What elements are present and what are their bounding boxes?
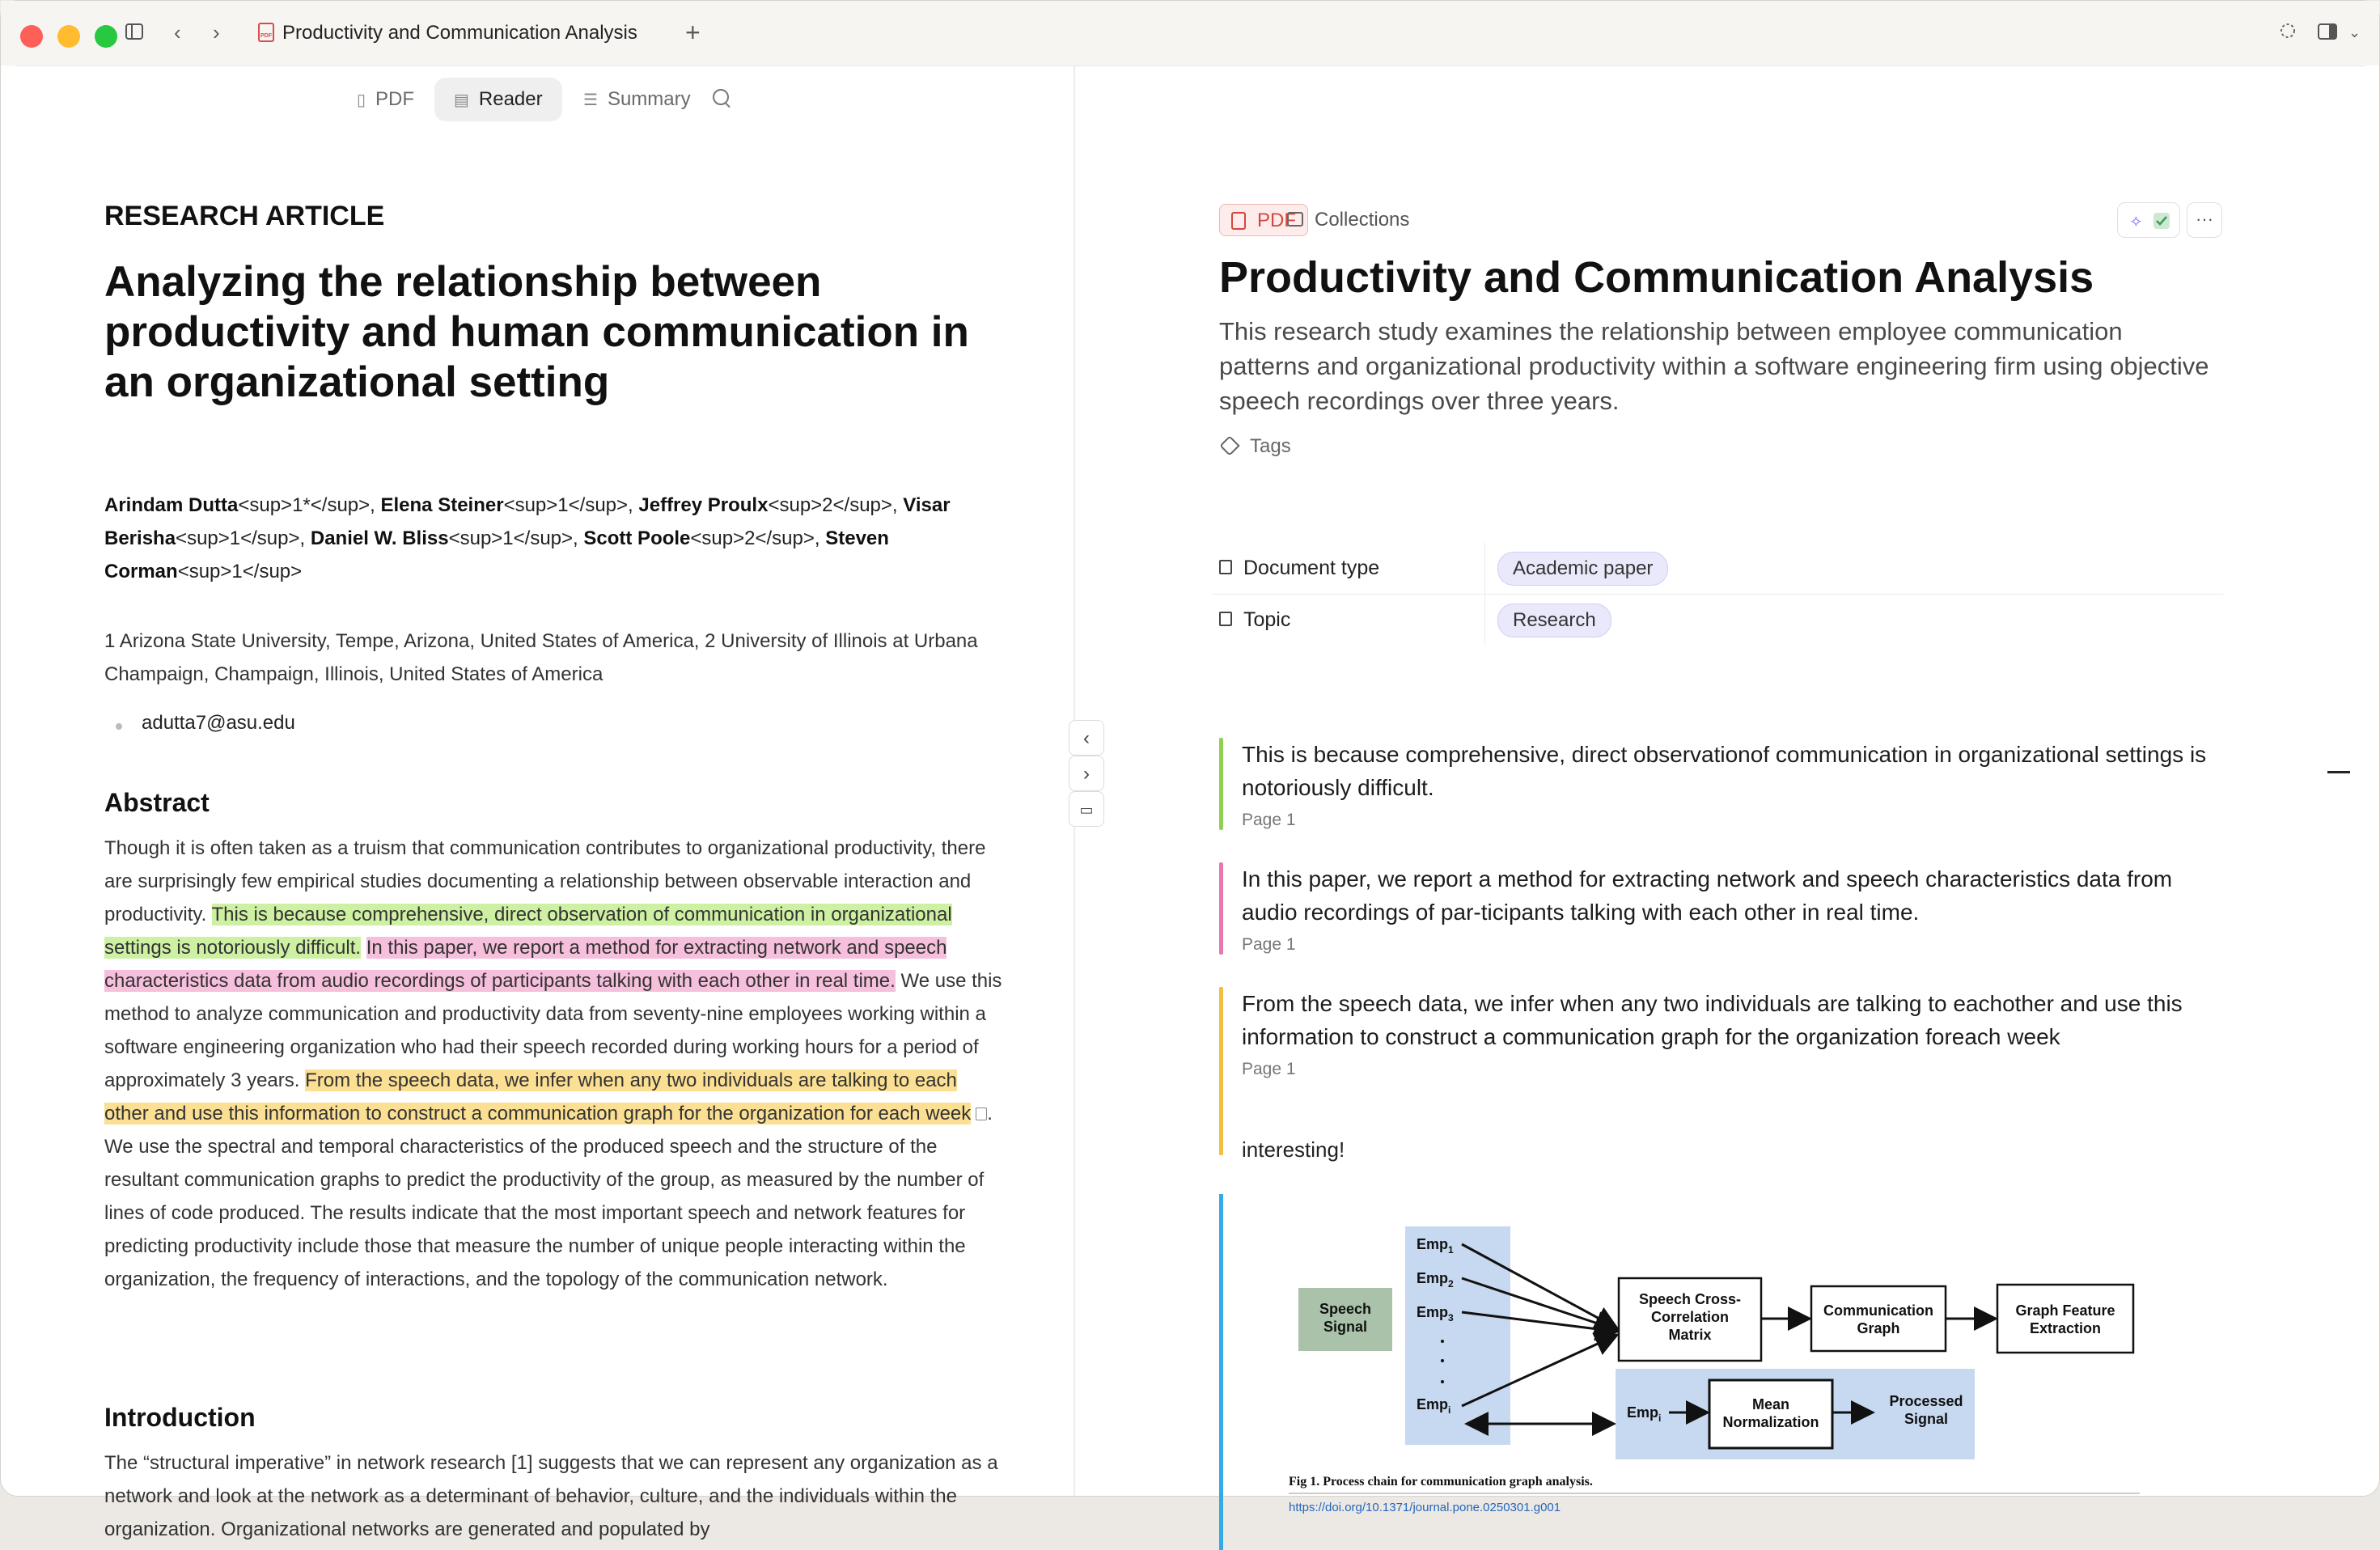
layout-toggle-icon[interactable]: ▭ <box>1069 791 1104 827</box>
property-row-topic <box>1213 594 2224 646</box>
new-tab-plus-icon[interactable]: + <box>685 18 701 47</box>
highlight-color-bar <box>1219 987 1223 1155</box>
ai-actions-button[interactable] <box>2117 202 2180 238</box>
tag-icon <box>1219 435 1239 455</box>
speech-signal-label: Speech <box>1319 1301 1372 1317</box>
highlight-note[interactable]: interesting! <box>1242 1137 1345 1162</box>
document-type-chip[interactable]: Academic paper <box>1497 552 1668 586</box>
introduction-text: The “structural imperative” in network research [1] suggests that we can represent any organization as a network and look at the network as a determinant of behavior, culture, and the individuals within the organization. Organizational networks are generated and populated by <box>104 1452 998 1540</box>
graph-feature-label: Extraction <box>2029 1320 2102 1336</box>
bookmark-icon <box>1219 612 1232 626</box>
panel-toggle-icon[interactable] <box>2318 20 2337 44</box>
page-ref[interactable]: Page 1 <box>1242 935 1296 954</box>
abstract-text: Though it is often taken as a truism that communication contributes to organizational productivity, there are surprisingly few empirical studies documenting a relationship between observable interaction and productivity. This is because comprehensive, direct observation of communication in organizational settings is notoriously difficult. In this paper, we report a method for extracting network and speech characteristics data from audio recordings of participants talking with each other in real time. We use this method to analyze communication and productivity data from seventy-nine employees working within a software engineering organization who had their speech recorded during working hours for a period of approximately 3 years. From the speech data, we infer when any two individuals are talking to each other and use this information to construct a communication graph for the organization for each week . We use the spectral and temporal characteristics of the produced speech and the structure of the resultant communication graphs to predict the productivity of the group, as measured by the number of lines of code produced. The results indicate that the most important speech and network features for predicting productivity include those that measure the number of unique people interacting within the organization, the frequency of interactions, and the topology of the communication network. <box>104 837 1002 1290</box>
emp-label: Emp <box>1417 1396 1449 1412</box>
tag-icon <box>1219 560 1232 574</box>
back-chevron-icon[interactable]: ‹ <box>174 20 181 44</box>
highlight-card[interactable]: From the speech data, we infer when any two individuals are talking to eachother and use this information to construct a communication graph for the organization foreach week Page 1 <box>1219 987 2214 1079</box>
document-title: Productivity and Communication Analysis <box>1219 253 2094 302</box>
property-label: Document type <box>1243 557 1380 579</box>
reader-icon: ▤ <box>454 91 469 109</box>
pdf-badge[interactable]: PDF <box>1219 204 1308 236</box>
svg-text:Empi: Emp$_i$ <box>1417 1396 1451 1416</box>
mean-normalization-label: Normalization <box>1722 1414 1819 1430</box>
author-name: Arindam Dutta <box>104 494 239 516</box>
topic-chip[interactable]: Research <box>1497 603 1611 637</box>
abstract-heading: Abstract <box>104 788 210 817</box>
property-label: Topic <box>1243 608 1291 631</box>
introduction-heading: Introduction <box>104 1403 256 1432</box>
mean-normalization-label: Mean <box>1751 1396 1790 1412</box>
figure-doi-link: https://doi.org/10.1371/journal.pone.0250301.g001 <box>1289 1501 1561 1514</box>
more-options-icon[interactable]: ··· <box>2187 202 2222 238</box>
author-name: Steven Corman <box>104 527 889 582</box>
author-email[interactable]: adutta7@asu.edu <box>142 712 295 734</box>
author-name: Elena Steiner <box>380 494 504 516</box>
tab-summary[interactable]: ☰ Summary <box>583 88 691 110</box>
affiliations: 1 Arizona State University, Tempe, Arizona, United States of America, 2 University of Illinois at Urbana Champaign, Champaign, Illinois, United States of America <box>104 630 978 685</box>
title-bar <box>1 1 2379 66</box>
pdf-icon: ▯ <box>357 91 366 109</box>
communication-graph-label: Graph <box>1857 1320 1900 1336</box>
svg-text:Empi: Emp$_i$ <box>1627 1404 1662 1424</box>
highlight-yellow[interactable]: From the speech data, we infer when any two individuals are talking to each other and use this information to construct a communication graph for the organization for each week <box>104 1069 972 1124</box>
communication-graph-label: Communication <box>1823 1302 1934 1319</box>
search-icon[interactable] <box>713 89 729 105</box>
collections-button[interactable]: Collections <box>1287 205 1409 235</box>
tab-pdf[interactable]: ▯ PDF <box>357 88 415 110</box>
highlight-green[interactable]: This is because comprehensive, direct observation of communication in organizational settings is notoriously difficult. <box>104 904 952 959</box>
highlight-pink[interactable]: In this paper, we report a method for extracting network and speech characteristics data from audio recordings of participants talking with each other in real time. <box>104 937 947 992</box>
main-content <box>15 66 2365 1540</box>
processed-signal-label: Signal <box>1904 1411 1949 1427</box>
cross-correlation-label: Speech Cross- <box>1638 1291 1742 1307</box>
emp-label: Emp <box>1417 1236 1449 1252</box>
author-name: Jeffrey Proulx <box>638 494 769 516</box>
tab-title[interactable]: Productivity and Communication Analysis <box>282 22 637 44</box>
process-chain-figure <box>1219 1194 2222 1550</box>
svg-text:Emp2: Emp$_2$ <box>1417 1270 1454 1290</box>
tab-reader[interactable]: ▤ Reader <box>434 78 562 121</box>
minimize-panel-icon[interactable] <box>2327 771 2350 773</box>
author-name: Scott Poole <box>583 527 691 549</box>
expand-right-chevron-icon[interactable]: › <box>1069 756 1104 791</box>
figure-caption: Fig 1. Process chain for communication graph analysis. <box>1289 1475 1593 1489</box>
chevron-down-icon[interactable]: ⌄ <box>2348 24 2361 40</box>
emp-label: Emp <box>1417 1270 1449 1286</box>
pdf-icon <box>1231 212 1246 230</box>
reader-pane <box>15 66 1074 1540</box>
article-eyebrow: RESEARCH ARTICLE <box>104 201 385 231</box>
graph-feature-label: Graph Feature <box>2015 1302 2115 1319</box>
collapse-left-chevron-icon[interactable]: ‹ <box>1069 720 1104 756</box>
property-row-document-type <box>1213 542 2224 595</box>
page-ref[interactable]: Page 1 <box>1242 1060 1296 1078</box>
sidebar-toggle-icon[interactable] <box>125 20 143 44</box>
folder-icon <box>1287 212 1303 227</box>
figure-highlight[interactable] <box>1219 1194 2222 1550</box>
document-summary: This research study examines the relationship between employee communication patterns and organizational productivity within a software engineering firm using objective speech recordings over three years. <box>1219 317 2209 415</box>
bullet-dot <box>116 723 122 730</box>
list-icon: ☰ <box>583 91 598 109</box>
processed-signal-label: Processed <box>1889 1393 1963 1409</box>
page-ref[interactable]: Page 1 <box>1242 811 1296 829</box>
pdf-file-icon: PDF <box>258 23 274 42</box>
cross-correlation-label: Correlation <box>1650 1309 1730 1325</box>
forward-chevron-icon[interactable]: › <box>213 20 220 44</box>
loading-spinner-icon[interactable] <box>2279 20 2297 44</box>
svg-text:Emp3: Emp$_3$ <box>1417 1304 1454 1323</box>
author-list: Arindam Dutta<sup>1*</sup>, Elena Steiner<sup>1</sup>, Jeffrey Proulx<sup>2</sup>, Visar Berisha<sup>1</sup>, Daniel W. Bliss<sup>1</sup>, Scott Poole<sup>2</sup>, Steven Corman<sup>1</sup> <box>104 494 951 582</box>
article-title: Analyzing the relationship between productivity and human communication in an organizational setting <box>104 258 969 406</box>
author-name: Daniel W. Bliss <box>310 527 449 549</box>
emp-label: Emp <box>1417 1304 1449 1320</box>
highlight-card[interactable]: In this paper, we report a method for extracting network and speech characteristics data from audio recordings of par-ticipants talking with each other in real time. Page 1 <box>1219 862 2214 955</box>
author-name: Visar Berisha <box>104 494 951 549</box>
highlight-color-bar <box>1219 862 1223 955</box>
zoom-window-button[interactable] <box>95 25 117 48</box>
svg-text:✧: ✧ <box>2129 214 2143 231</box>
minimize-window-button[interactable] <box>57 25 80 48</box>
note-icon[interactable] <box>976 1107 987 1120</box>
svg-text:Emp1: Emp$_1$ <box>1417 1236 1454 1256</box>
cross-correlation-label: Matrix <box>1668 1327 1712 1343</box>
speech-signal-label: Signal <box>1323 1319 1368 1335</box>
emp-label: Emp <box>1627 1404 1659 1421</box>
summary-pane <box>1075 66 2365 1514</box>
close-window-button[interactable] <box>20 25 43 48</box>
highlight-card[interactable]: This is because comprehensive, direct observationof communication in organizational settings is notoriously difficult. Page 1 <box>1219 738 2214 830</box>
highlight-color-bar <box>1219 738 1223 830</box>
tags-field[interactable]: Tags <box>1219 435 1291 458</box>
